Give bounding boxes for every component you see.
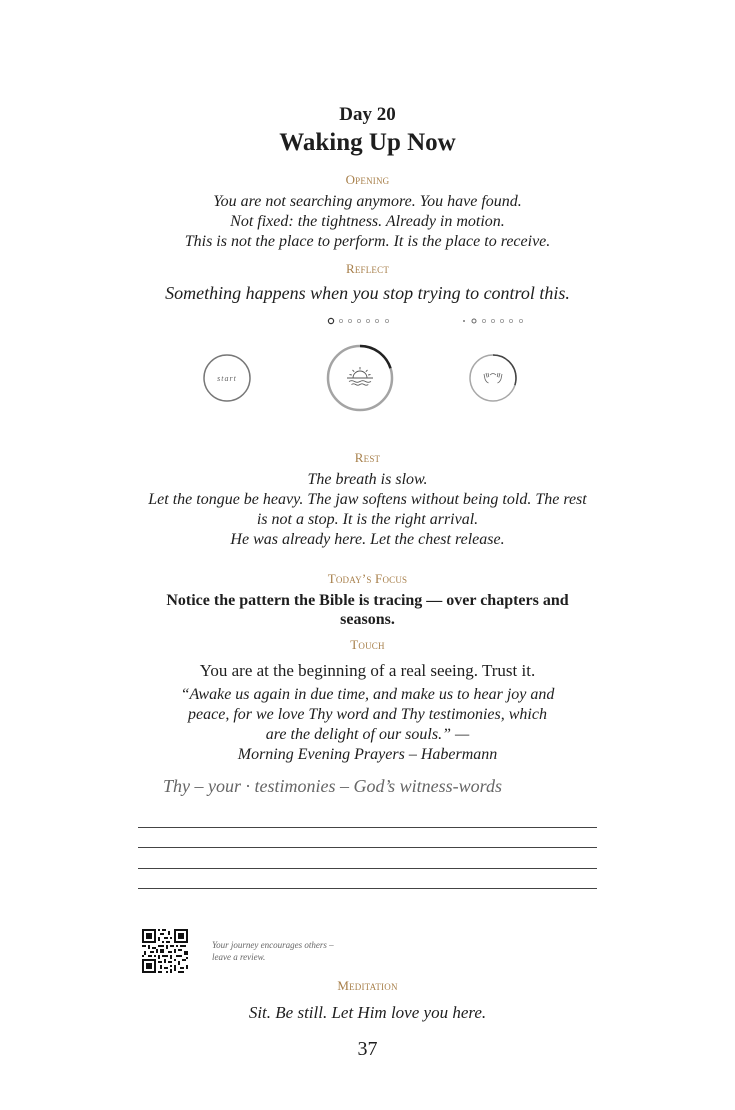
section-label-meditation: Meditation <box>337 978 398 993</box>
page-number: 37 <box>357 1038 378 1060</box>
quote-line: peace, for we love Thy word and Thy testimonies, which <box>188 706 547 723</box>
rest-line: Let the tongue be heavy. The jaw softens without being told. The rest <box>148 491 587 508</box>
rest-line: The breath is slow. <box>307 471 428 488</box>
progress-dot <box>500 319 503 322</box>
opening-line: This is not the place to perform. It is the place to receive. <box>184 233 551 250</box>
progress-dot <box>519 319 522 322</box>
section-label-rest: Rest <box>354 450 381 465</box>
start-button[interactable] <box>204 355 250 401</box>
review-line: Your journey encourages others – <box>212 940 334 950</box>
progress-dot <box>328 318 333 323</box>
opening-line: You are not searching anymore. You have found. <box>213 193 522 210</box>
progress-dot <box>385 319 388 322</box>
section-label-touch: Touch <box>350 637 385 652</box>
progress-dot <box>472 319 476 323</box>
journal-line <box>138 888 597 889</box>
focus-text <box>0 591 735 629</box>
progress-dot <box>482 319 485 322</box>
focus-line: seasons. <box>340 611 395 628</box>
meditation-ring[interactable] <box>328 346 392 410</box>
touch-text: You are at the beginning of a real seeing. Trust it. <box>199 661 536 680</box>
progress-dot <box>357 319 360 322</box>
review-prompt <box>212 939 334 963</box>
progress-dot <box>463 320 465 322</box>
journal-line <box>138 868 597 869</box>
journal-line <box>138 847 597 848</box>
journal-line <box>138 827 597 828</box>
practice-controls <box>0 308 735 418</box>
meditation-text: Sit. Be still. Let Him love you here. <box>248 1003 487 1022</box>
section-label-reflect: Reflect <box>345 261 390 276</box>
progress-dot <box>375 319 378 322</box>
quote-line: are the delight of our souls.” — <box>265 726 470 743</box>
progress-dot <box>509 319 512 322</box>
review-line: leave a review. <box>212 952 266 962</box>
left-progress-dots <box>328 318 388 323</box>
quote-block <box>0 685 735 765</box>
reflect-text: Something happens when you stop trying to control this. <box>165 283 570 303</box>
qr-code[interactable] <box>142 929 188 973</box>
hands-ring-button[interactable] <box>470 355 516 401</box>
rest-text <box>0 470 735 550</box>
progress-dot <box>366 319 369 322</box>
section-label-opening: Opening <box>345 172 390 187</box>
rest-line: He was already here. Let the chest release. <box>230 531 505 548</box>
start-label: start <box>217 374 237 383</box>
quote-line: “Awake us again in due time, and make us to hear joy and <box>180 686 555 703</box>
focus-line: Notice the pattern the Bible is tracing — over chapters and <box>166 592 569 609</box>
word-gloss: Thy – your · testimonies – God’s witness-words <box>163 776 503 796</box>
right-progress-dots <box>463 319 523 323</box>
quote-attribution: Morning Evening Prayers – Habermann <box>237 746 498 763</box>
progress-dot <box>348 319 351 322</box>
progress-dot <box>491 319 494 322</box>
opening-line: Not fixed: the tightness. Already in motion. <box>230 213 505 230</box>
section-label-focus: Today’s Focus <box>327 571 408 586</box>
day-label: Day 20 <box>339 104 396 125</box>
progress-dot <box>339 319 342 322</box>
rest-line: is not a stop. It is the right arrival. <box>256 511 479 528</box>
page-title: Waking Up Now <box>279 129 456 156</box>
opening-text <box>0 192 735 252</box>
